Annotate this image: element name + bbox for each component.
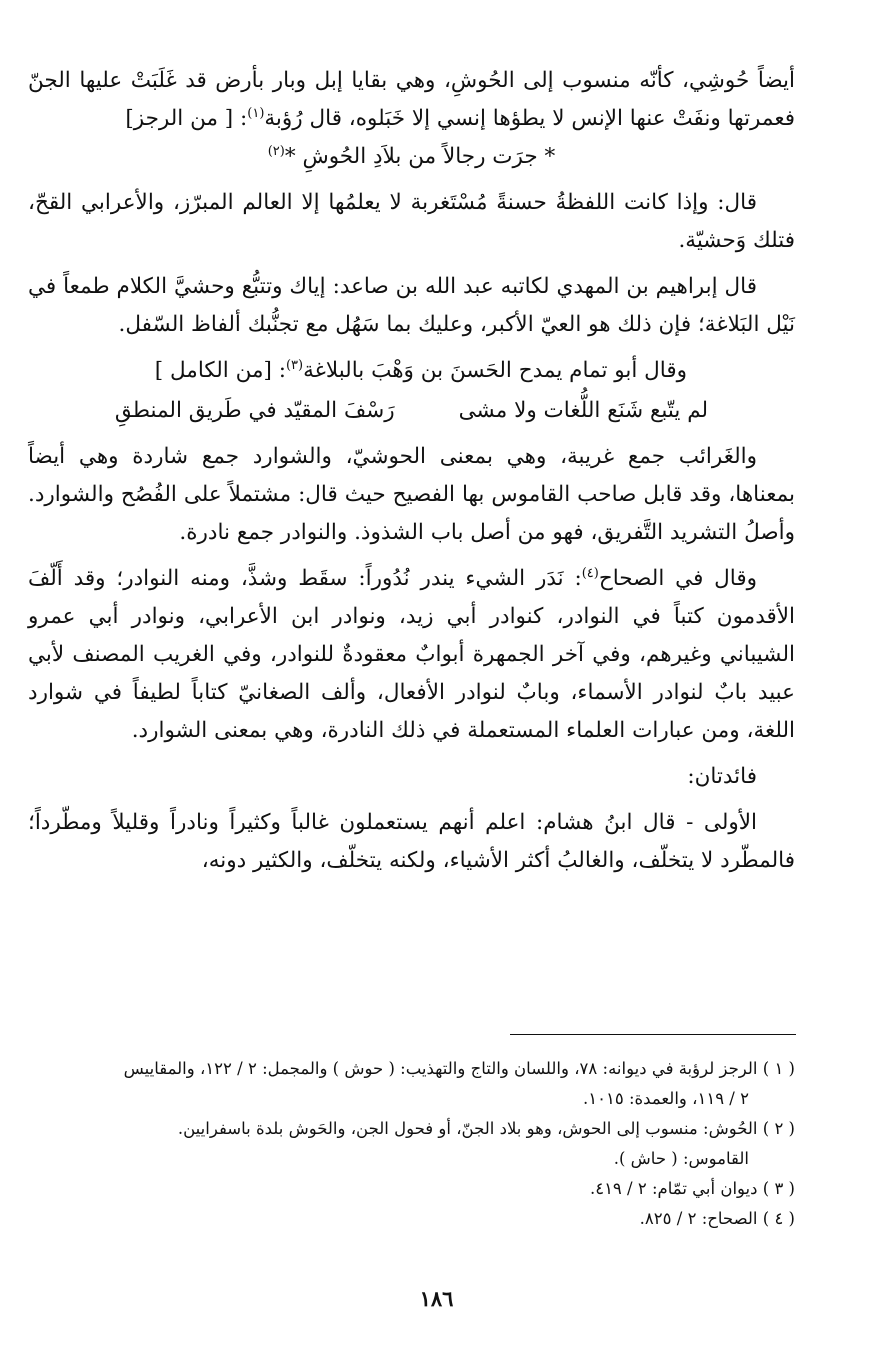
meter-label: : [من الكامل ] <box>154 358 286 383</box>
text-line: الجنّ فعمرتها ونفَتْ عنها الإنس لا يطؤها إنسي إلا خَبَلوه، قال رُؤبة <box>28 68 795 131</box>
text-line: أيضاً حُوشِي، كأنّه منسوب إلى الحُوشِ، وهي بقايا إبل وبار بأرض قد غَلَبَتْ عليها <box>79 68 795 93</box>
verse-text: * جرَت رجالاً من بلاَدِ الحُوشِ * <box>284 144 556 169</box>
paragraph-text: وقال في الصحاح <box>598 566 757 591</box>
paragraph-gharaib: والغَرائب جمع غريبة، وهي بمعنى الحوشيّ، والشوارد جمع شاردة وهي أيضاً بمعناها، وقد قابل صاحب القاموس بها الفصيح حيث قال: مشتملاً على الفُصُح والشوارد. وأصلُ التشريد التَّفريق، فهو من أصل باب الشذوذ. والنوادر جمع نادرة. <box>28 444 795 545</box>
paragraph-hushi <box>28 62 795 138</box>
footnote-ref-4: (٤) <box>581 565 599 581</box>
verse-intro-text: وقال أبو تمام يمدح الحَسنَ بن وَهْبَ بالبلاغة <box>303 358 687 383</box>
footnote-2: ( ٢ ) الحُوش: منسوب إلى الحوش، وهو بلاد الجنّ، أو فحول الجن، والحَوش بلدة باسفرايين. <box>177 1119 795 1138</box>
paragraph-ibn-hisham: الأولى - قال ابنُ هشام: اعلم أنهم يستعملون غالباً وكثيراً ونادراً وقليلاً ومطّرداً؛ فالمطّرد لا يتخلّف، والغالبُ أكثر الأشياء، ولكنه يتخلّف، والكثير دونه، <box>28 810 795 873</box>
footnote-ref-2: (٢) <box>267 143 285 159</box>
verse-hemistich-second: رَسْفَ المقيّد في طَريق المنطقِ <box>114 398 395 423</box>
main-text <box>28 62 795 880</box>
footnote-2-continued: القاموس: ( حاش ). <box>613 1149 749 1168</box>
footnote-1-continued: ٢ / ١١٩، والعمدة: ١٠١٥. <box>583 1089 749 1108</box>
paragraph-nawadir <box>28 560 795 750</box>
footnotes <box>28 1054 795 1234</box>
paragraph-wahshiyya: قال: وإذا كانت اللفظةُ حسنةً مُسْتَغربة لا يعلمُها إلا العالم المبرّز، والأعرابي القحّ، فتلك وَحشيّة. <box>28 190 795 253</box>
footnote-ref-1: (١) <box>247 105 265 121</box>
verse-intro-abu-tammam <box>28 352 795 390</box>
footnote-1: ( ١ ) الرجز لرؤبة في ديوانه: ٧٨، واللسان والتاج والتهذيب: ( حوش ) والمجمل: ٢ / ١٢٢، والمقاييس <box>123 1059 795 1078</box>
verse-hemistich-first: لم يتّبع شَنَع اللُّغات ولا مشى <box>458 398 709 423</box>
footnote-divider <box>510 1034 796 1035</box>
paragraph-ibrahim: قال إبراهيم بن المهدي لكاتبه عبد الله بن صاعد: إياك وتتبُّع وحشيَّ الكلام طمعاً في نَيْل البَلاغة؛ فإن ذلك هو العيّ الأكبر، وعليك بما سَهُل مع تجنُّبك ألفاظ السّفل. <box>28 274 795 337</box>
paragraph-text: : نَدَر الشيء يندر نُدُوراً: سقَط وشذَّ، ومنه النوادر؛ وقد أَلّفَ الأقدمون كتباً في النوادر، كنوادر أبي زيد، ونوادر ابن الأعرابي، ونوادر أبي عمرو الشيباني وغيرهم، وفي آخر الجمهرة أبوابٌ معقودةٌ للنوادر، وفي الغريب المصنف لأبي عبيد بابٌ لنوادر الأسماء، وبابٌ لنوادر الأفعال، وألف الصغانيّ كتاباً لطيفاً في شوارد اللغة، ومن عبارات العلماء المستعملة في ذلك النادرة، وهي بمعنى الشوارد. <box>28 566 795 743</box>
verse-couplet <box>28 392 795 430</box>
footnote-3: ( ٣ ) ديوان أبي تمّام: ٢ / ٤١٩. <box>589 1179 795 1198</box>
footnote-4: ( ٤ ) الصحاح: ٢ / ٨٢٥. <box>639 1209 795 1228</box>
section-heading-faidatan: فائدتان: <box>687 764 757 789</box>
footnote-ref-3: (٣) <box>285 357 304 373</box>
verse-line-rajaz <box>28 138 795 176</box>
page-number: ١٨٦ <box>419 1286 454 1311</box>
meter-label: : [ من الرجز] <box>125 106 248 131</box>
